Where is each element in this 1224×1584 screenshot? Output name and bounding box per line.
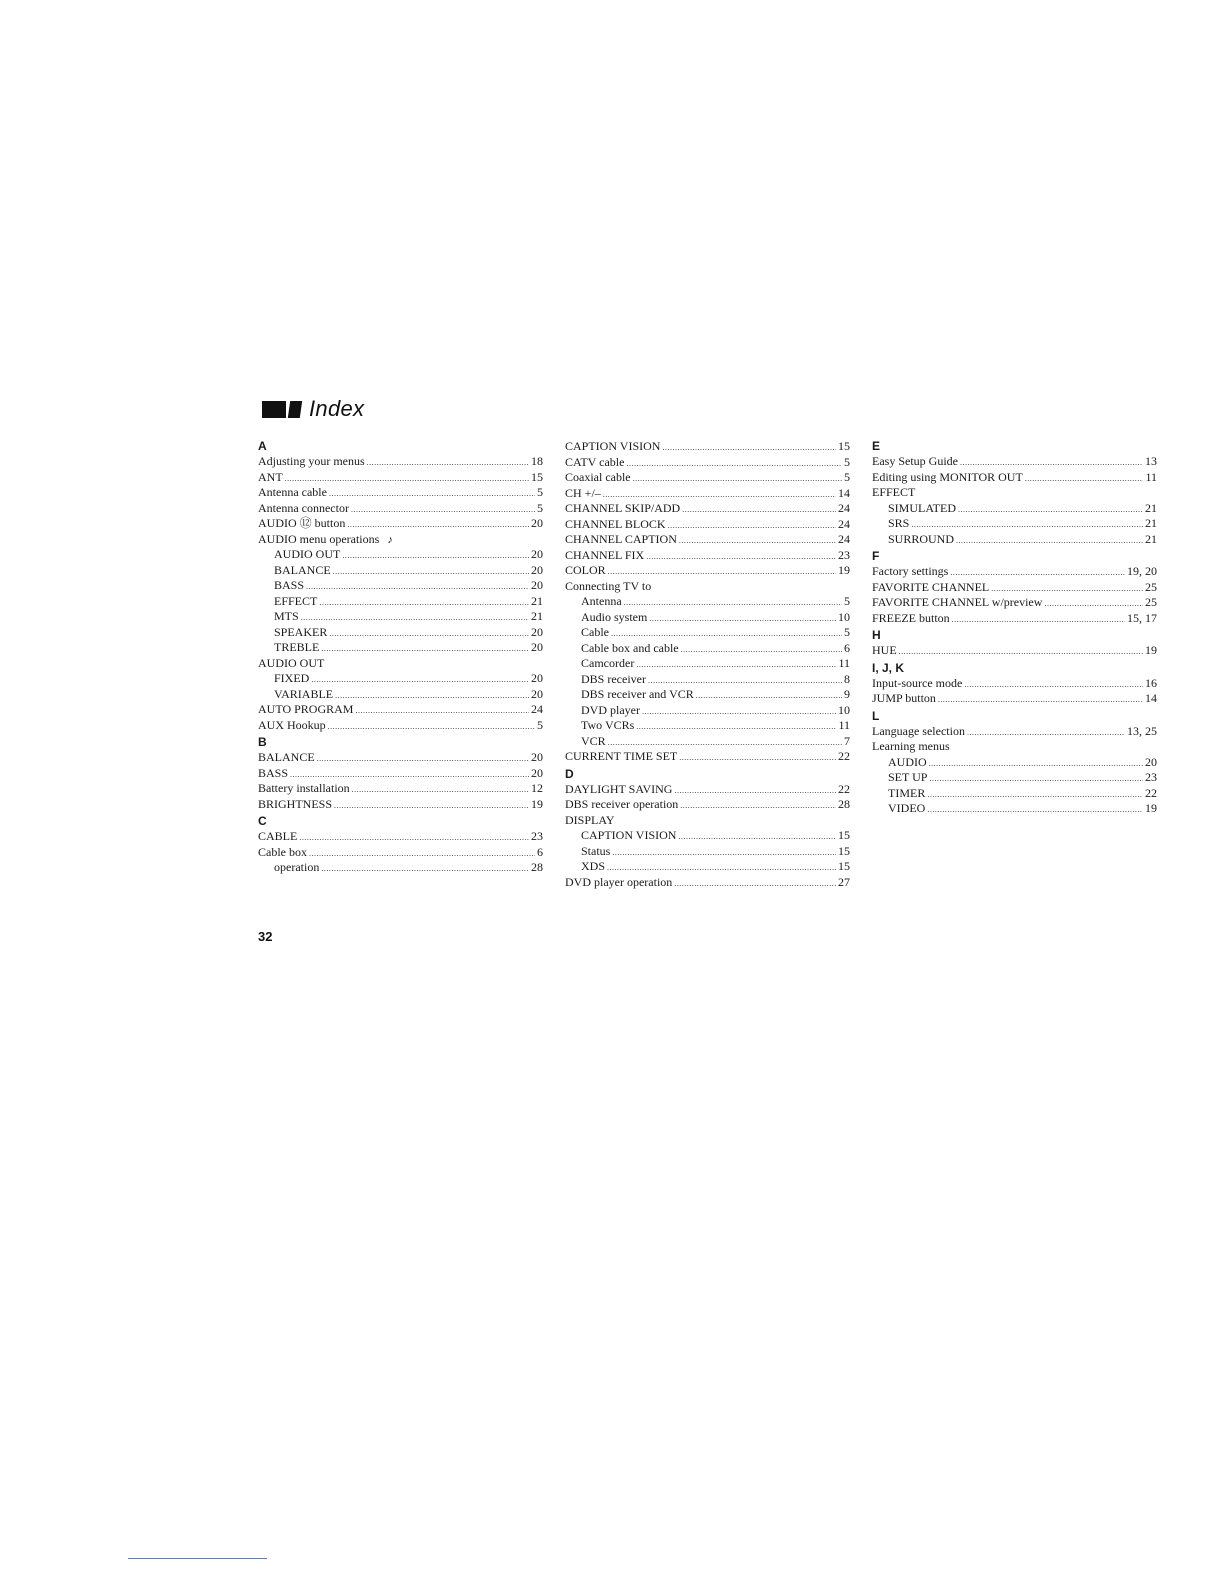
entry-label: ANT [258,469,283,484]
entry-page-number: 11 [838,656,850,670]
entry-label: VIDEO [888,801,926,815]
entry-label: MTS [274,609,299,623]
index-subentry [565,641,850,657]
entry-label: CATV cable [565,454,625,469]
index-subentry [565,859,850,875]
index-entry [872,454,1157,470]
dot-leader [696,687,842,704]
entry-page-number: 6 [537,844,543,859]
dot-leader [321,640,529,657]
index-entry [872,580,1157,596]
index-subentry [258,578,543,594]
dot-leader [964,676,1143,693]
entry-label: Antenna cable [258,485,327,499]
dot-leader [367,454,529,471]
dot-leader [299,829,529,846]
index-section-letter: C [258,814,267,828]
entry-label: DISPLAY [565,812,615,827]
entry-page-number: 12 [531,781,543,795]
entry-label: CHANNEL CAPTION [565,532,677,546]
entry-page-number: 16 [1145,675,1157,690]
index-subentry [872,786,1157,802]
dot-leader [608,563,836,580]
dot-leader [351,501,535,518]
entry-label: Antenna [581,594,622,608]
entry-page-number: 20 [531,671,543,685]
entry-page-number: 20 [531,516,543,530]
index-subentry [565,672,850,688]
entry-page-number: 10 [838,702,850,717]
entry-label: TREBLE [274,640,320,654]
index-entry [872,611,1157,627]
index-subentry [565,687,850,703]
entry-page-number: 21 [1145,500,1157,515]
index-subentry [565,703,850,719]
dot-leader [646,548,836,565]
index-subentry [258,640,543,656]
index-subentry [872,770,1157,786]
dot-leader [306,578,529,595]
entry-label: Coaxial cable [565,470,631,484]
entry-label: CURRENT TIME SET [565,749,678,763]
entry-label: BALANCE [274,562,331,577]
entry-page-number: 24 [531,702,543,716]
dot-leader [679,749,836,766]
entry-page-number: 5 [537,717,543,732]
index-entry [565,875,850,891]
dot-leader [956,532,1143,549]
entry-label: SIMULATED [888,500,956,515]
entry-page-number: 25 [1145,595,1157,609]
dot-leader [633,470,842,487]
entry-label: Camcorder [581,656,635,670]
entry-label: DAYLIGHT SAVING [565,781,673,796]
entry-page-number: 20 [531,750,543,764]
entry-page-number: 20 [531,765,543,780]
entry-label: DVD player operation [565,874,673,889]
index-entry [565,782,850,798]
entry-label: SET UP [888,770,928,784]
dot-leader [319,594,529,611]
entry-page-number: 25 [1145,579,1157,594]
index-entry [258,797,543,813]
dot-leader [952,611,1125,628]
entry-page-number: 24 [838,516,850,531]
dot-leader [285,470,529,487]
index-entry [565,749,850,765]
dot-leader [333,563,529,580]
entry-page-number: 11 [1145,469,1157,484]
dot-leader [309,845,535,862]
dot-leader [611,625,842,642]
index-entry [565,470,850,486]
entry-label: Cable box [258,844,307,859]
dot-leader [636,656,836,673]
entry-label: AUDIO OUT [258,655,325,670]
entry-page-number: 22 [838,781,850,796]
index-entry [565,548,850,564]
index-entry [258,845,543,861]
entry-label: BASS [274,578,305,592]
entry-label: BALANCE [258,750,315,764]
entry-page-number: 15, 17 [1127,610,1157,625]
index-entry [872,564,1157,580]
index-subentry [258,563,543,579]
entry-label: HUE [872,643,897,657]
index-subentry [565,594,850,610]
index-entry [258,781,543,797]
entry-page-number: 15 [531,469,543,484]
index-entry [258,718,543,734]
dot-leader [352,781,529,798]
entry-label: BASS [258,765,289,780]
entry-page-number: 18 [531,454,543,468]
index-entry [258,501,543,517]
entry-page-number: 20 [531,547,543,561]
entry-label: CAPTION VISION [581,828,677,842]
entry-label: DBS receiver [581,671,646,686]
entry-label: Learning menus [872,739,950,753]
entry-page-number: 19, 20 [1127,564,1157,578]
entry-page-number: 21 [531,593,543,608]
entry-label: SPEAKER [274,624,328,639]
dot-leader [334,797,529,814]
entry-label: Editing using MONITOR OUT [872,469,1023,484]
entry-label: VCR [581,733,606,748]
dot-leader [321,860,529,877]
entry-label: SURROUND [888,531,955,546]
entry-label: AUDIO ⑫ button [258,516,346,530]
entry-label: AUDIO [888,754,927,769]
index-entry [258,702,543,718]
entry-page-number: 19 [531,796,543,811]
entry-label: AUDIO menu operations [258,531,380,546]
dot-leader [681,641,842,658]
index-column-1 [258,439,543,876]
entry-page-number: 20 [531,624,543,639]
entry-label: FAVORITE CHANNEL w/preview [872,595,1043,609]
index-entry [565,797,850,813]
index-entry [565,486,850,502]
index-entry [872,595,1157,611]
entry-label: AUTO PROGRAM [258,702,354,716]
index-subentry [258,625,543,641]
dot-leader [668,517,836,534]
entry-label: AUX Hookup [258,717,326,732]
index-section-letter: A [258,439,267,453]
entry-label: XDS [581,859,606,873]
dot-leader [899,643,1143,660]
entry-label: Factory settings [872,564,949,578]
index-subentry [258,860,543,876]
entry-page-number: 20 [531,640,543,654]
entry-page-number: 5 [537,500,543,515]
dot-leader [608,734,842,751]
dot-leader [678,828,836,845]
dot-leader [929,755,1143,772]
heading-block-icon [262,401,286,418]
dot-leader [950,564,1125,581]
index-subentry [872,801,1157,817]
index-entry [565,563,850,579]
index-entry [565,579,850,595]
entry-page-number: 20 [1145,754,1157,769]
index-column-2 [565,439,850,890]
entry-label: Cable [581,625,609,639]
dot-leader [927,801,1143,818]
page-number: 32 [258,929,273,944]
dot-leader [1044,595,1143,612]
entry-label: JUMP button [872,691,936,705]
index-entry [565,501,850,517]
dot-leader [682,501,836,518]
entry-label: Connecting TV to [565,578,652,593]
entry-page-number: 21 [1145,531,1157,546]
dot-leader [674,782,836,799]
dot-leader [938,691,1143,708]
index-section-letter: I, J, K [872,660,905,675]
dot-leader [927,786,1143,803]
entry-page-number: 19 [1145,643,1157,657]
index-subentry [565,828,850,844]
index-subentry [258,547,543,563]
dot-leader [911,516,1143,533]
dot-leader [1025,470,1144,487]
index-entry [565,517,850,533]
entry-page-number: 23 [838,547,850,562]
index-entry [872,739,1157,755]
entry-label: CHANNEL SKIP/ADD [565,501,681,515]
entry-mark: ♪ [387,533,393,546]
entry-label: CAPTION VISION [565,439,661,453]
index-section-letter: F [872,549,880,563]
dot-leader [317,750,529,767]
index-entry [565,439,850,455]
dot-leader [958,501,1143,518]
index-subentry [565,625,850,641]
entry-page-number: 19 [838,563,850,577]
entry-label: FREEZE button [872,610,950,625]
entry-page-number: 19 [1145,801,1157,815]
index-entry [258,485,543,501]
entry-label: CHANNEL BLOCK [565,516,666,531]
entry-page-number: 20 [531,686,543,701]
index-section-letter: H [872,628,881,642]
dot-leader [311,671,529,688]
entry-page-number: 22 [1145,785,1157,800]
index-entry [872,485,1157,501]
dot-leader [624,594,842,611]
dot-leader [342,547,529,564]
entry-label: FAVORITE CHANNEL [872,579,990,594]
dot-leader [636,718,836,735]
entry-label: Two VCRs [581,718,635,732]
dot-leader [603,486,836,503]
entry-page-number: 10 [838,609,850,624]
index-entry [258,656,543,672]
index-section-letter: D [565,766,574,781]
index-entry [872,676,1157,692]
dot-leader [290,766,529,783]
entry-page-number: 21 [531,609,543,623]
index-subentry [872,516,1157,532]
entry-page-number: 5 [844,594,850,608]
entry-label: TIMER [888,785,926,800]
footer-rule [128,1558,267,1559]
index-entry [258,750,543,766]
dot-leader [329,625,529,642]
dot-leader [626,455,842,472]
dot-leader [347,516,529,533]
entry-label: Cable box and cable [581,640,679,655]
dot-leader [674,875,836,892]
entry-label: DBS receiver operation [565,797,679,811]
dot-leader [612,844,836,861]
entry-label: DVD player [581,702,640,717]
index-section-letter: B [258,735,267,749]
entry-label: Adjusting your menus [258,454,365,468]
dot-leader [642,703,836,720]
index-entry [258,829,543,845]
entry-page-number: 20 [531,578,543,592]
entry-page-number: 7 [844,733,850,748]
index-entry [872,691,1157,707]
index-entry [258,532,543,548]
entry-label: CABLE [258,829,298,843]
entry-page-number: 13 [1145,454,1157,468]
entry-page-number: 23 [531,829,543,843]
index-heading [262,394,364,424]
index-subentry [258,594,543,610]
index-entry [565,455,850,471]
index-subentry [565,656,850,672]
dot-leader [648,672,842,689]
index-subentry [258,671,543,687]
entry-page-number: 13, 25 [1127,723,1157,738]
entry-page-number: 5 [537,485,543,499]
entry-label: Audio system [581,609,648,624]
dot-leader [679,532,836,549]
dot-leader [355,702,529,719]
entry-label: BRIGHTNESS [258,796,333,811]
entry-label: Battery installation [258,781,350,795]
entry-page-number: 24 [838,532,850,546]
dot-leader [680,797,836,814]
entry-page-number: 15 [838,439,850,453]
index-subentry [565,844,850,860]
entry-page-number: 15 [838,828,850,842]
entry-label: DBS receiver and VCR [581,687,694,701]
entry-label: CHANNEL FIX [565,547,645,562]
entry-label: Easy Setup Guide [872,454,958,468]
index-subentry [565,734,850,750]
entry-page-number: 14 [838,485,850,500]
dot-leader [967,724,1125,741]
entry-page-number: 6 [844,640,850,655]
entry-label: VARIABLE [274,686,334,701]
entry-label: Input-source mode [872,675,963,690]
index-entry [258,516,543,532]
entry-page-number: 24 [838,501,850,515]
entry-page-number: 5 [844,625,850,639]
dot-leader [607,859,836,876]
entry-page-number: 15 [838,843,850,858]
entry-page-number: 22 [838,749,850,763]
entry-label: Language selection [872,723,965,738]
entry-page-number: 20 [531,562,543,577]
index-entry [258,470,543,486]
index-entry [565,532,850,548]
index-section-letter: E [872,439,881,453]
entry-label: Antenna connector [258,500,349,515]
entry-label: operation [274,860,320,874]
dot-leader [328,718,535,735]
page-title: Index [309,396,365,421]
entry-page-number: 14 [1145,691,1157,705]
entry-label: COLOR [565,563,606,577]
index-entry [258,766,543,782]
index-subentry [872,755,1157,771]
entry-label: SRS [888,516,910,530]
entry-label: CH +/– [565,485,601,500]
entry-page-number: 23 [1145,770,1157,784]
entry-page-number: 27 [838,874,850,889]
entry-page-number: 21 [1145,516,1157,530]
index-subentry [565,718,850,734]
heading-block-icon [288,401,302,418]
entry-page-number: 11 [838,718,850,732]
index-subentry [872,501,1157,517]
dot-leader [335,687,529,704]
dot-leader [329,485,535,502]
entry-label: EFFECT [872,485,916,499]
index-column-3 [872,439,1157,817]
entry-label: AUDIO OUT [274,547,341,561]
dot-leader [991,580,1143,597]
index-entry [872,643,1157,659]
entry-label: FIXED [274,671,310,685]
index-subentry [258,687,543,703]
index-entry [872,470,1157,486]
index-subentry [872,532,1157,548]
entry-page-number: 5 [844,470,850,484]
index-subentry [565,610,850,626]
entry-label: EFFECT [274,593,318,608]
entry-page-number: 9 [844,687,850,701]
entry-page-number: 28 [838,797,850,811]
entry-page-number: 15 [838,859,850,873]
index-subentry [258,609,543,625]
index-entry [872,724,1157,740]
dot-leader [929,770,1143,787]
dot-leader [960,454,1143,471]
entry-page-number: 28 [531,860,543,874]
entry-page-number: 5 [844,454,850,469]
dot-leader [301,609,529,626]
index-section-letter: L [872,708,880,723]
index-entry [258,454,543,470]
dot-leader [662,439,836,456]
entry-page-number: 8 [844,671,850,686]
entry-label: Status [581,843,611,858]
index-entry [565,813,850,829]
dot-leader [649,610,836,627]
